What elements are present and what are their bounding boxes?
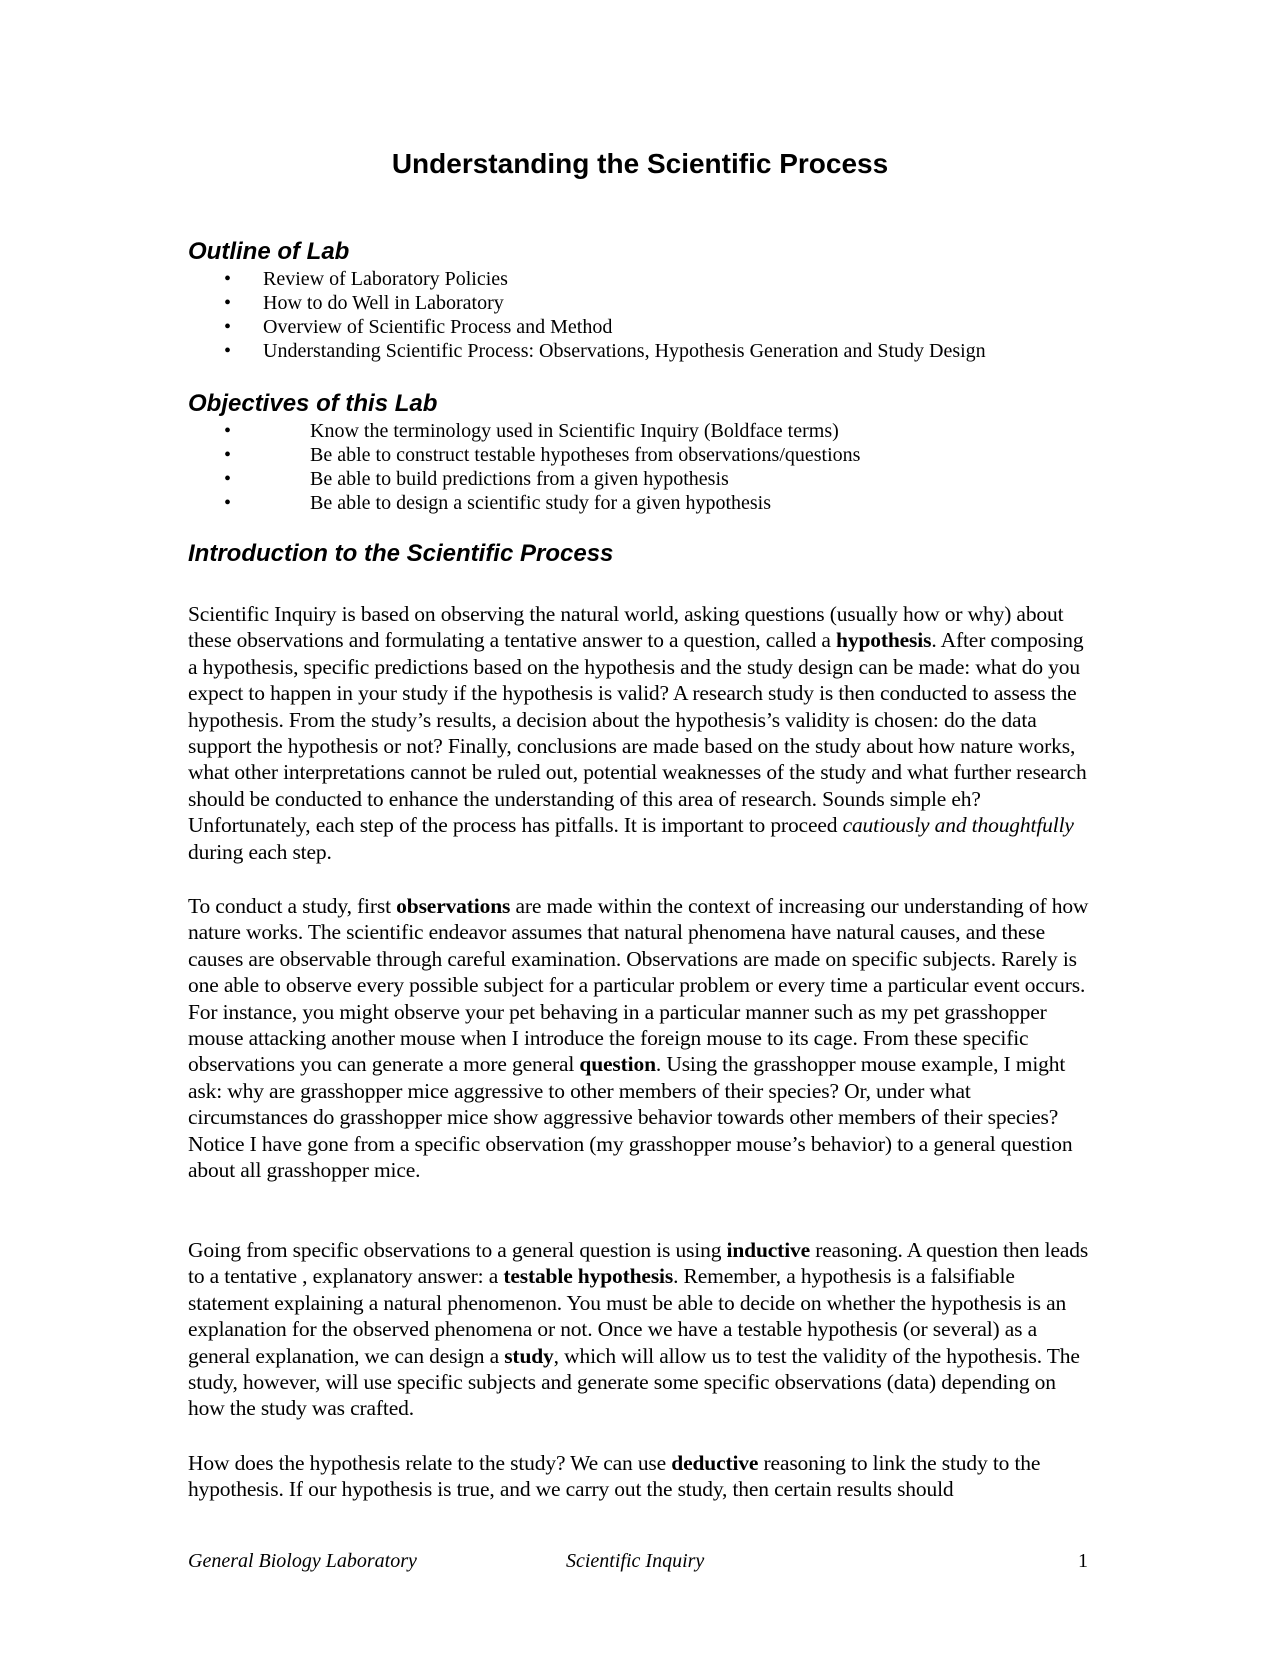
intro-paragraph-1 [188,601,1094,865]
bullet-icon: • [224,340,232,362]
term-inductive: inductive [726,1238,811,1262]
paragraph-text: Going from specific observations to a general question is using [188,1238,727,1262]
term-testable-hypothesis: testable hypothesis [503,1264,674,1289]
paragraph-text: To conduct a study, first [188,894,397,918]
outline-item-text: How to do Well in Laboratory [263,292,504,314]
page-number: 1 [1078,1550,1088,1572]
bullet-icon: • [224,444,232,466]
outline-heading: Outline of Lab [188,238,350,265]
paragraph-text: How does the hypothesis relate to the study? We can use [188,1451,672,1475]
page-title: Understanding the Scientific Process [391,148,889,179]
objective-item-text: Know the terminology used in Scientific Inquiry (Boldface terms) [310,420,839,442]
outline-item-text: Review of Laboratory Policies [263,268,508,290]
intro-heading: Introduction to the Scientific Process [188,540,614,567]
paragraph-text: . After composing a hypothesis, specific predictions based on the hypothesis and the study design can be made: what do you expect to happen in your study if the hypothesis is valid? A research study is then conducted to assess the hypothesis. From the study’s results, a decision about the hypothesis’s validity is chosen: do the data support the hypothesis or not? Finally, conclusions are made based on the study about how nature works, what other interpretations cannot be ruled out, potential weaknesses of the study and what further research should be conducted to enhance the understanding of this area of research. Sounds simple eh? Unfortunately, each step of the process has pitfalls. It is important to proceed [188,628,1087,838]
intro-paragraph-4 [188,1450,1094,1503]
paragraph-text: reasoning. A question then leads to a tentative , explanatory answer: a [188,1238,1089,1289]
objectives-heading: Objectives of this Lab [188,390,438,417]
footer-course-name: General Biology Laboratory [188,1550,417,1572]
page-footer [0,1550,1280,1576]
outline-item-text: Overview of Scientific Process and Method [263,316,613,338]
term-hypothesis: hypothesis [836,628,932,653]
bullet-icon: • [224,420,232,442]
intro-paragraph-3 [188,1237,1094,1422]
emphasis-text: cautiously and thoughtfully [842,813,1074,838]
paragraph-text: . Remember, a hypothesis is a falsifiable statement explaining a natural phenomenon. You must be able to decide on whether the hypothesis is an explanation for the observed phenomena or not. Once we have a testable hypothesis (or several) as a general explanation, we can design a [188,1264,1067,1368]
bullet-icon: • [224,268,232,290]
paragraph-text: Scientific Inquiry is based on observing the natural world, asking questions (usually how or why) about these observations and formulating a tentative answer to a question, called a [188,602,1064,653]
paragraph-text: are made within the context of increasing our understanding of how nature works. The scientific endeavor assumes that natural phenomena have natural causes, and these causes are observable through careful examination. Observations are made on specific subjects. Rarely is one able to observe every possible subject for a particular problem or every time a particular event occurs. For instance, you might observe your pet behaving in a particular manner such as my pet grasshopper mouse attacking another mouse when I introduce the foreign mouse to its cage. From these specific observations you can generate a more general [188,894,1089,1077]
bullet-icon: • [224,292,232,314]
objective-item-text: Be able to construct testable hypotheses from observations/questions [310,444,861,466]
bullet-icon: • [224,492,232,514]
paragraph-text: during each step. [188,839,332,864]
term-question: question [579,1052,656,1077]
term-deductive: deductive [671,1451,759,1475]
objective-item-text: Be able to build predictions from a given hypothesis [310,468,729,490]
paragraph-text: . Using the grasshopper mouse example, I might ask: why are grasshopper mice aggressive to other members of their species? Or, under what circumstances do grasshopper mice show aggressive behavior towards other members of their species? Notice I have gone from a specific observation (my grasshopper mouse’s behavior) to a general question about all grasshopper mice. [188,1052,1073,1183]
bullet-icon: • [224,316,232,338]
footer-section-name: Scientific Inquiry [566,1550,705,1572]
bullet-icon: • [224,468,232,490]
objective-item-text: Be able to design a scientific study for a given hypothesis [310,492,772,514]
intro-paragraph-2 [188,893,1094,1183]
term-observations: observations [396,894,511,918]
outline-item-text: Understanding Scientific Process: Observations, Hypothesis Generation and Study Design [263,340,986,362]
paragraph-text: , which will allow us to test the validity of the hypothesis. The study, however, will use specific subjects and generate some specific observations (data) depending on how the study was crafted. [188,1343,1080,1421]
term-study: study [504,1343,554,1368]
paragraph-text: reasoning to link the study to the hypothesis. If our hypothesis is true, and we carry out the study, then certain results should [188,1451,1041,1502]
